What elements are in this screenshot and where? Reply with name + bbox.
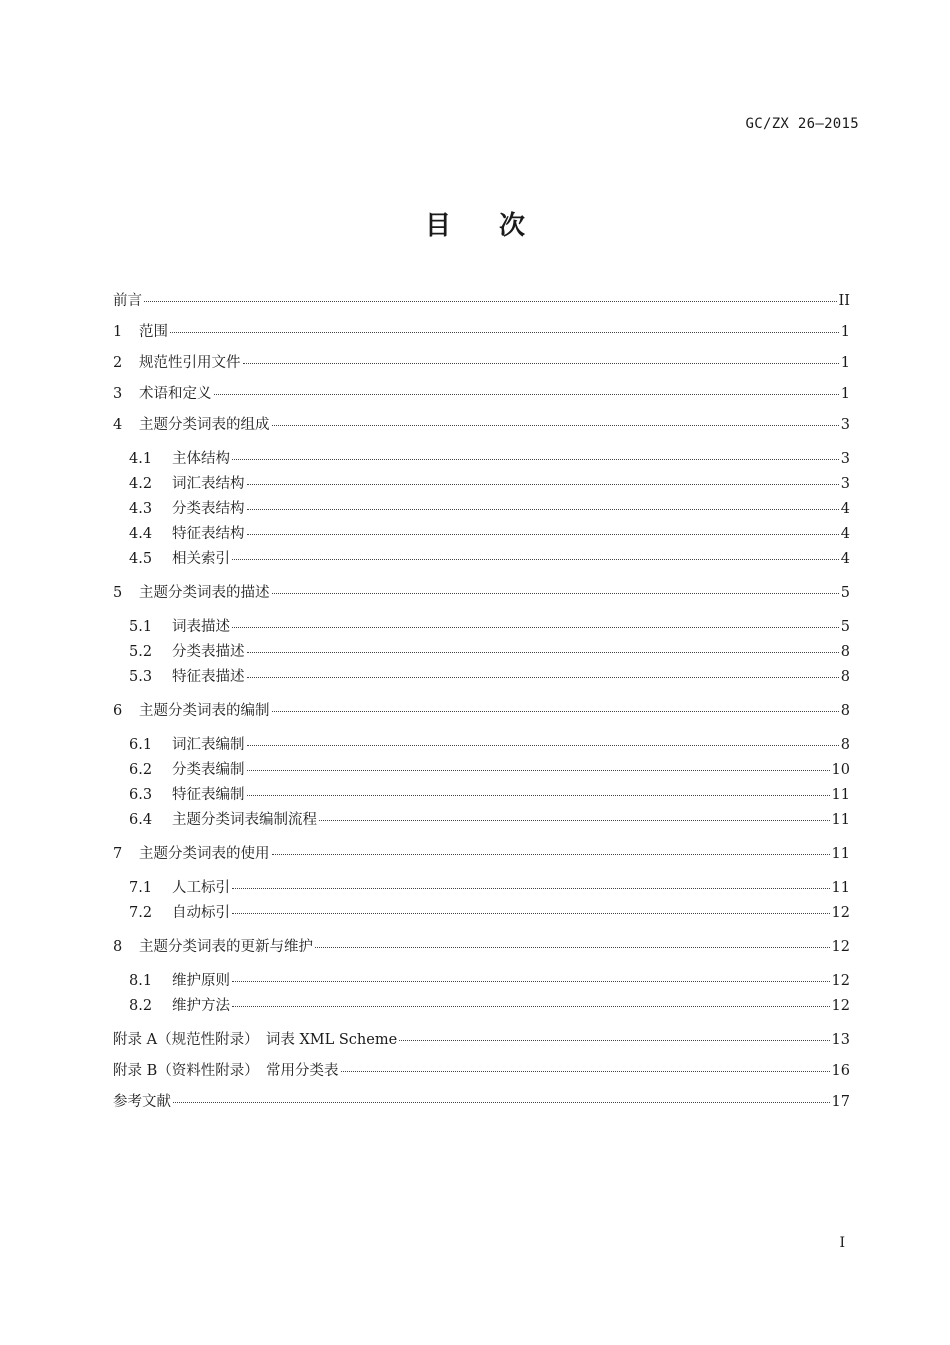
toc-dot-leader <box>247 794 830 796</box>
toc-entry[interactable] <box>113 497 850 522</box>
toc-entry-page: 13 <box>831 1032 850 1048</box>
toc-entry-number: 2 <box>113 355 123 371</box>
toc-dot-leader <box>232 458 839 460</box>
toc-entry-page: 11 <box>831 880 850 896</box>
toc-entry-title: 主体结构 <box>172 451 230 467</box>
toc-entry-number: 8 <box>113 939 123 955</box>
toc-entry[interactable] <box>113 286 850 317</box>
toc-entry-number: 6.1 <box>129 737 153 753</box>
toc-entry-number: 7 <box>113 846 123 862</box>
toc-entry[interactable] <box>113 783 850 808</box>
toc-entry-title: 自动标引 <box>172 905 230 921</box>
toc-dot-leader <box>247 744 839 746</box>
toc-dot-leader <box>319 819 830 821</box>
toc-entry-page: II <box>838 293 850 309</box>
toc-entry[interactable] <box>113 876 850 901</box>
toc-entry[interactable] <box>113 969 850 994</box>
toc-entry-number: 6.4 <box>129 812 153 828</box>
toc-entry[interactable] <box>113 522 850 547</box>
toc-entry-title: 主题分类词表的使用 <box>139 846 270 862</box>
toc-entry-title: 相关索引 <box>172 551 230 567</box>
toc-entry-title: 特征表描述 <box>172 669 245 685</box>
toc-entry-page: 12 <box>831 973 850 989</box>
toc-entry-title: 分类表描述 <box>172 644 245 660</box>
toc-entry-number: 4.4 <box>129 526 153 542</box>
toc-entry-number: 4.2 <box>129 476 153 492</box>
table-of-contents <box>113 286 850 1118</box>
toc-dot-leader <box>232 1005 830 1007</box>
toc-dot-leader <box>232 912 830 914</box>
page-title: 目次 <box>424 211 573 241</box>
toc-entry[interactable] <box>113 472 850 497</box>
toc-entry[interactable] <box>113 932 850 963</box>
toc-entry[interactable] <box>113 901 850 926</box>
toc-dot-leader <box>247 651 839 653</box>
toc-entry-page: 8 <box>840 703 850 719</box>
toc-dot-leader <box>232 980 830 982</box>
toc-entry-page: 11 <box>831 846 850 862</box>
toc-entry-number: 4.5 <box>129 551 153 567</box>
toc-entry[interactable] <box>113 839 850 870</box>
toc-entry-number: 5.2 <box>129 644 153 660</box>
toc-entry-page: 8 <box>840 737 850 753</box>
toc-entry-page: 1 <box>840 355 850 371</box>
toc-entry[interactable] <box>113 578 850 609</box>
toc-entry-page: 1 <box>840 386 850 402</box>
toc-dot-leader <box>247 533 839 535</box>
toc-dot-leader <box>272 710 839 712</box>
toc-entry-page: 17 <box>831 1094 850 1110</box>
toc-dot-leader <box>232 626 839 628</box>
toc-entry-number: 5.3 <box>129 669 153 685</box>
toc-dot-leader <box>341 1070 830 1072</box>
toc-entry[interactable] <box>113 410 850 441</box>
toc-entry[interactable] <box>113 1087 850 1118</box>
toc-entry-number: 8.2 <box>129 998 153 1014</box>
toc-dot-leader <box>232 887 830 889</box>
toc-entry-page: 3 <box>840 451 850 467</box>
toc-entry-page: 5 <box>840 619 850 635</box>
toc-entry-number: 6.2 <box>129 762 153 778</box>
toc-entry[interactable] <box>113 1056 850 1087</box>
toc-dot-leader <box>399 1039 829 1041</box>
toc-entry-title: 维护原则 <box>172 973 230 989</box>
toc-entry-title: 人工标引 <box>172 880 230 896</box>
toc-entry-title: 分类表编制 <box>172 762 245 778</box>
toc-entry[interactable] <box>113 547 850 572</box>
toc-entry[interactable] <box>113 808 850 833</box>
toc-entry-page: 10 <box>831 762 850 778</box>
toc-entry-number: 5.1 <box>129 619 153 635</box>
toc-dot-leader <box>170 331 839 333</box>
toc-entry[interactable] <box>113 696 850 727</box>
toc-entry[interactable] <box>113 447 850 472</box>
toc-entry[interactable] <box>113 758 850 783</box>
toc-entry-title: 主题分类词表的编制 <box>139 703 270 719</box>
toc-entry-title: 前言 <box>113 293 142 309</box>
toc-dot-leader <box>214 393 839 395</box>
toc-entry-page: 3 <box>840 417 850 433</box>
toc-entry-title: 范围 <box>139 324 168 340</box>
toc-entry[interactable] <box>113 379 850 410</box>
toc-entry-title: 特征表结构 <box>172 526 245 542</box>
toc-entry-number: 4.1 <box>129 451 153 467</box>
toc-entry-title: 参考文献 <box>113 1094 171 1110</box>
toc-entry-page: 11 <box>831 787 850 803</box>
toc-entry-number: 7.1 <box>129 880 153 896</box>
toc-entry-number: 4 <box>113 417 123 433</box>
toc-entry-title: 术语和定义 <box>139 386 212 402</box>
toc-entry[interactable] <box>113 994 850 1019</box>
toc-dot-leader <box>247 483 839 485</box>
toc-entry-page: 4 <box>840 501 850 517</box>
toc-entry[interactable] <box>113 348 850 379</box>
toc-entry-page: 8 <box>840 644 850 660</box>
toc-entry[interactable] <box>113 665 850 690</box>
toc-entry-page: 4 <box>840 551 850 567</box>
toc-entry-title: 词汇表结构 <box>172 476 245 492</box>
toc-dot-leader <box>144 300 837 302</box>
toc-entry-title: 分类表结构 <box>172 501 245 517</box>
toc-entry-title: 词汇表编制 <box>172 737 245 753</box>
toc-dot-leader <box>272 853 830 855</box>
toc-entry-page: 12 <box>831 939 850 955</box>
toc-entry-title: 规范性引用文件 <box>139 355 241 371</box>
toc-entry-number: 1 <box>113 324 123 340</box>
toc-dot-leader <box>315 946 830 948</box>
toc-entry[interactable] <box>113 640 850 665</box>
toc-entry-number: 6.3 <box>129 787 153 803</box>
toc-dot-leader <box>232 558 839 560</box>
toc-entry-number: 7.2 <box>129 905 153 921</box>
toc-dot-leader <box>272 424 839 426</box>
toc-entry-title: 主题分类词表的更新与维护 <box>139 939 313 955</box>
toc-entry-page: 5 <box>840 585 850 601</box>
toc-entry-page: 12 <box>831 998 850 1014</box>
toc-entry-page: 16 <box>831 1063 850 1079</box>
toc-entry-page: 3 <box>840 476 850 492</box>
toc-entry-number: 8.1 <box>129 973 153 989</box>
toc-entry-title: 主题分类词表编制流程 <box>172 812 317 828</box>
toc-entry-title: 维护方法 <box>172 998 230 1014</box>
toc-entry-page: 11 <box>831 812 850 828</box>
toc-entry-page: 8 <box>840 669 850 685</box>
toc-entry-title: 主题分类词表的组成 <box>139 417 270 433</box>
toc-dot-leader <box>247 508 839 510</box>
toc-entry-page: 4 <box>840 526 850 542</box>
toc-entry-number: 6 <box>113 703 123 719</box>
toc-entry-page: 12 <box>831 905 850 921</box>
toc-entry[interactable] <box>113 733 850 758</box>
toc-entry-number: 5 <box>113 585 123 601</box>
toc-entry-title: 特征表编制 <box>172 787 245 803</box>
page-number: I <box>839 1235 845 1251</box>
toc-entry[interactable] <box>113 1025 850 1056</box>
toc-entry-title: 附录 B（资料性附录） 常用分类表 <box>113 1063 339 1079</box>
toc-entry-number: 4.3 <box>129 501 153 517</box>
toc-dot-leader <box>173 1101 830 1103</box>
toc-dot-leader <box>272 592 839 594</box>
toc-entry-title: 主题分类词表的描述 <box>139 585 270 601</box>
toc-dot-leader <box>247 769 830 771</box>
toc-entry[interactable] <box>113 317 850 348</box>
standard-code: GC/ZX 26—2015 <box>745 116 859 132</box>
toc-dot-leader <box>243 362 839 364</box>
toc-entry[interactable] <box>113 615 850 640</box>
toc-entry-title: 附录 A（规范性附录） 词表 XML Scheme <box>113 1032 398 1048</box>
toc-dot-leader <box>247 676 839 678</box>
toc-entry-page: 1 <box>840 324 850 340</box>
toc-entry-number: 3 <box>113 386 123 402</box>
toc-entry-title: 词表描述 <box>172 619 230 635</box>
